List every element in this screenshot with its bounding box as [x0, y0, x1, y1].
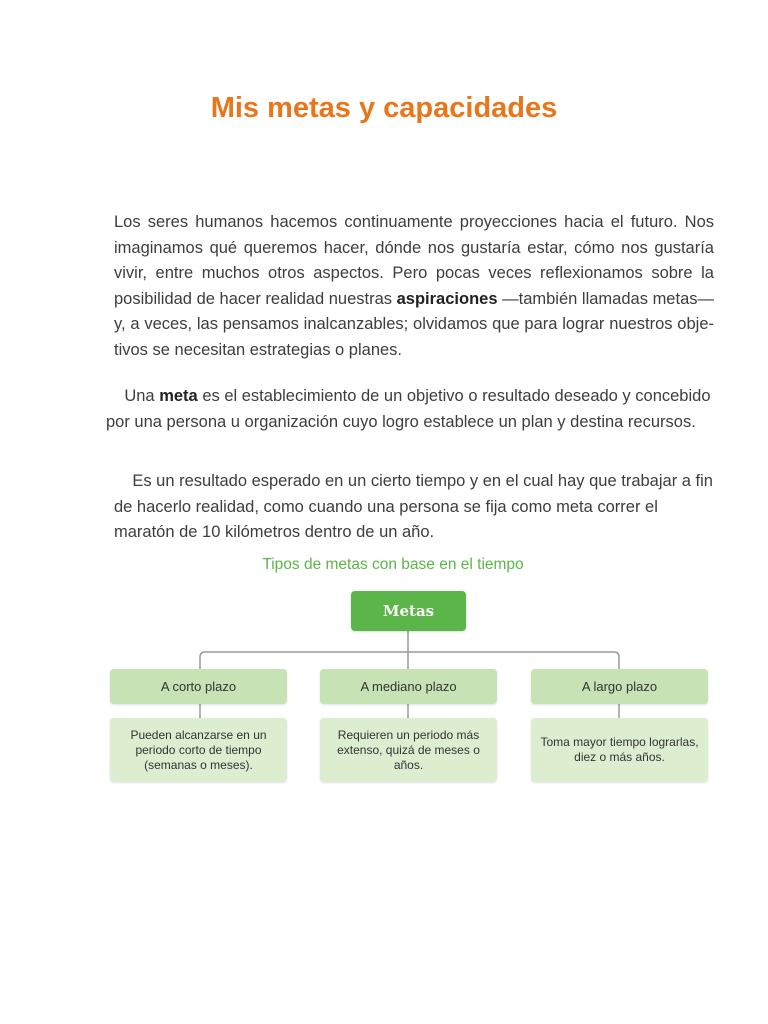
intro-text-2: —también llamadas metas— y, a veces, las pensamos inalcanzables; olvidamos que para lograr nuestros obje-tivos se necesitan estrategias o planes. — [114, 289, 714, 359]
definition-text-1: Una — [124, 387, 160, 405]
diagram-title: Tipos de metas con base en el tiempo — [262, 556, 524, 573]
definition-text-2: es el establecimiento de un objetivo o resultado deseado y concebido por una persona u organización cuyo logro establece un plan y destina recursos. — [106, 387, 711, 431]
example-paragraph — [114, 469, 714, 546]
description-medium-term: Requieren un periodo más extenso, quizá de meses o años. — [320, 718, 497, 782]
intro-text-1: Los seres humanos hacemos continuamente proyecciones hacia el futuro. Nos imaginamos qué queremos hacer, dónde nos gustaría estar, cómo nos gustaría vivir, entre muchos otros aspectos. Pero pocas veces reflexionamos sobre la posibilidad de hacer realidad nuestras — [114, 213, 714, 308]
root-node-metas: Metas — [351, 591, 466, 631]
description-short-term: Pueden alcanzarse en un periodo corto de tiempo (semanas o meses). — [110, 718, 287, 782]
connector-branch — [200, 652, 619, 669]
meta-term: meta — [159, 387, 198, 405]
example-text: Es un resultado esperado en un cierto tiempo y en el cual hay que trabajar a fin de hacerlo realidad, como cuando una persona se fija como meta correr el maratón de 10 kilómetros dentro de un año. — [114, 472, 713, 541]
description-long-term: Toma mayor tiempo lograrlas, diez o más años. — [531, 718, 708, 782]
definition-paragraph — [106, 384, 716, 435]
category-short-term: A corto plazo — [110, 669, 287, 704]
category-long-term: A largo plazo — [531, 669, 708, 704]
page-title: Mis metas y capacidades — [210, 92, 558, 124]
intro-paragraph — [114, 210, 714, 363]
category-medium-term: A mediano plazo — [320, 669, 497, 704]
aspiraciones-term: aspiraciones — [396, 289, 498, 308]
